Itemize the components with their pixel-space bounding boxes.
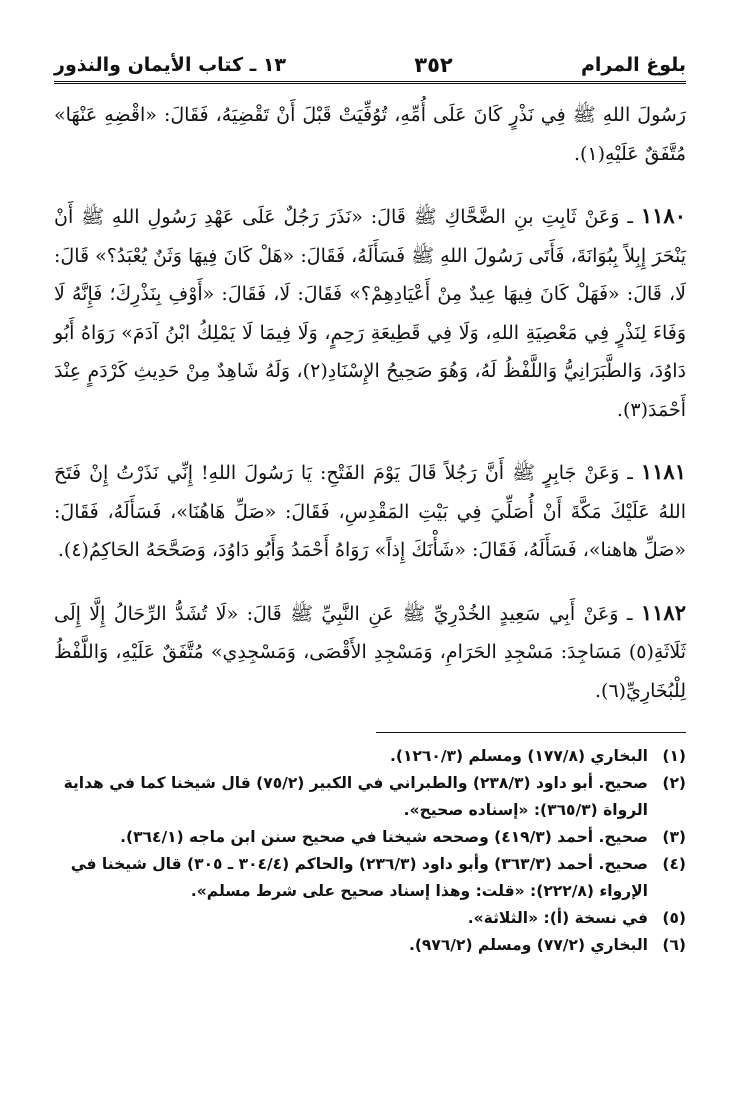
chapter-title: ١٣ ـ كتاب الأيمان والنذور xyxy=(54,54,287,76)
footnote xyxy=(54,824,686,851)
footnote-text: صحيح. أبو داود (٢٣٨/٣) والطبراني في الكبير (٧٥/٢) قال شيخنا كما في هداية الرواة (٣٦٥/٣): «إسناده صحيح». xyxy=(63,774,648,819)
page-number: ٣٥٢ xyxy=(414,53,453,77)
footnote-text: صحيح. أحمد (٤١٩/٣) وصححه شيخنا في صحيح سنن ابن ماجه (٣٦٤/١). xyxy=(120,828,648,846)
footnote-text: صحيح. أحمد (٣٦٣/٣) وأبو داود (٢٣٦/٣) والحاكم (٣٠٤/٤ ـ ٣٠٥) قال شيخنا في الإرواء (٢٢٢/٨): «قلت: وهذا إسناد صحيح على شرط مسلم». xyxy=(70,855,648,900)
footnote-number: (٢) xyxy=(662,774,686,792)
footnote-number: (٥) xyxy=(662,909,686,927)
hadith-continuation xyxy=(54,96,686,173)
footnote xyxy=(54,932,686,959)
footnotes xyxy=(54,743,686,959)
running-header xyxy=(54,0,686,84)
footnote-text: في نسخة (أ): «الثلاثة». xyxy=(467,909,648,927)
hadith-number: ١١٨٢ xyxy=(640,599,686,625)
hadith-number: ١١٨٠ xyxy=(640,203,686,228)
page-body xyxy=(54,96,686,710)
hadith-1181 xyxy=(54,453,686,570)
hadith-number: ١١٨١ xyxy=(640,459,686,484)
footnote xyxy=(54,851,686,905)
hadith-text: رَسُولَ اللهِ ﷺ فِي نَذْرٍ كَانَ عَلَى أُمِّهِ، تُوُفِّيَتْ قَبْلَ أَنْ تَقْضِيَهُ، فَقَالَ: «اقْضِهِ عَنْهَا» مُتَّفَقٌ عَلَيْهِ(١). xyxy=(54,104,686,165)
footnote-divider xyxy=(376,732,686,733)
footnote-text: البخاري (١٧٧/٨) ومسلم (١٢٦٠/٣). xyxy=(390,747,648,765)
hadith-text: ـ وَعَنْ ثَابِتِ بنِ الضَّحَّاكِ ﷺ قَالَ: «نَذَرَ رَجُلٌ عَلَى عَهْدِ رَسُولِ اللهِ ﷺ أَنْ يَنْحَرَ إِبِلاً بِبُوَانَةَ، فَأَتَى رَسُولَ اللهِ ﷺ فَسَأَلَهُ، فَقَالَ: «هَلْ كَانَ فِيهَا وَثَنٌ يُعْبَدُ؟» قَالَ: لَا، قَالَ: «فَهَلْ كَانَ فِيهَا عِيدٌ مِنْ أَعْيَادِهِمْ؟» فَقَالَ: لَا، فَقَالَ: «أَوْفِ بِنَذْرِكَ؛ فَإِنَّهُ لَا وَفَاءَ لِنَذْرٍ فِي مَعْصِيَةِ اللهِ، وَلَا فِي قَطِيعَةِ رَحِمٍ، وَلَا فِيمَا لَا يَمْلِكُ ابْنُ آدَمَ» رَوَاهُ أَبُو دَاوُدَ، وَالطَّبَرَانِيُّ وَاللَّفْظُ لَهُ، وَهُوَ صَحِيحُ الإِسْنَادِ(٢)، وَلَهُ شَاهِدٌ مِنْ حَدِيثِ كَرْدَمٍ عِنْدَ أَحْمَدَ(٣). xyxy=(54,206,686,421)
hadith-1182 xyxy=(54,594,686,711)
footnote xyxy=(54,905,686,932)
footnote-number: (٣) xyxy=(662,828,686,846)
book-title: بلوغ المرام xyxy=(580,54,686,76)
hadith-text: ـ وَعَنْ جَابِرٍ ﷺ أَنَّ رَجُلاً قَالَ يَوْمَ الفَتْحِ: يَا رَسُولَ اللهِ! إِنِّي نَذَرْتُ إِنْ فَتَحَ اللهُ عَلَيْكَ مَكَّةَ أَنْ أُصَلِّيَ فِي بَيْتِ المَقْدِسِ، فَقَالَ: «صَلِّ هَاهُنَا»، فَسَأَلَهُ، فَقَالَ: «صَلِّ هاهنا»، فَسَأَلَهُ، فَقَالَ: «شَأْنَكَ إِذاً» رَوَاهُ أَحْمَدُ وَأَبُو دَاوُدَ، وَصَحَّحَهُ الحَاكِمُ(٤). xyxy=(54,462,686,561)
footnote xyxy=(54,770,686,824)
footnote-number: (١) xyxy=(662,747,686,765)
footnote xyxy=(54,743,686,770)
hadith-1180 xyxy=(54,197,686,429)
footnote-number: (٦) xyxy=(662,936,686,954)
footnote-text: البخاري (٧٧/٢) ومسلم (٩٧٦/٢). xyxy=(408,936,648,954)
hadith-text: ـ وَعَنْ أَبِي سَعِيدٍ الخُدْرِيِّ ﷺ عَنِ النَّبِيِّ ﷺ قَالَ: «لَا تُشَدُّ الرِّحَالُ إِلَّا إِلَى ثَلَاثَةِ(٥) مَسَاجِدَ: مَسْجِدِ الحَرَامِ، وَمَسْجِدِ الأَقْصَى، وَمَسْجِدِي» مُتَّفَقٌ عَلَيْهِ، وَاللَّفْظُ لِلْبُخَارِيِّ(٦). xyxy=(54,602,686,702)
footnote-number: (٤) xyxy=(662,855,686,873)
